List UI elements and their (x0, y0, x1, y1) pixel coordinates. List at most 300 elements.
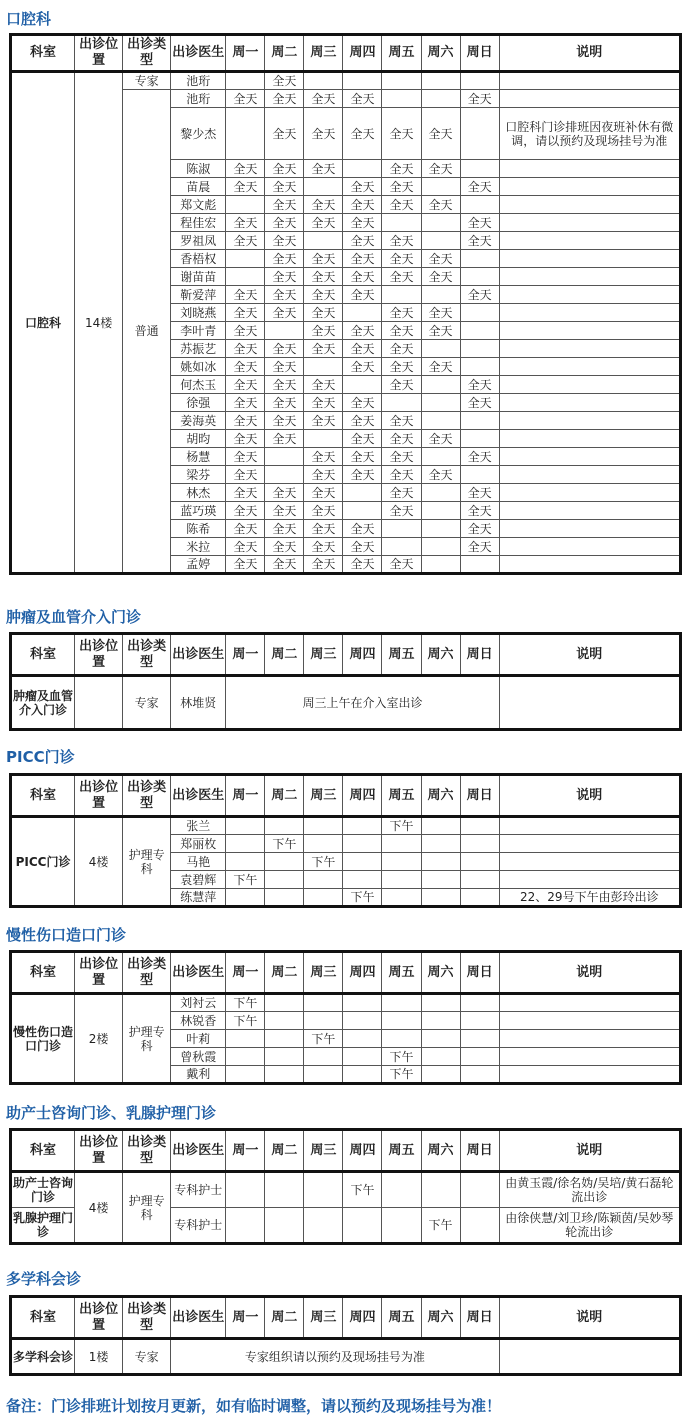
doctor-cell: 陈淑 (171, 160, 226, 178)
schedule-cell (460, 268, 499, 286)
schedule-cell (382, 520, 421, 538)
schedule-cell (460, 1048, 499, 1066)
doctor-cell: 练慧萍 (171, 889, 226, 907)
note-cell (499, 196, 680, 214)
note-cell (499, 466, 680, 484)
column-header: 说明 (499, 775, 680, 817)
schedule-cell: 全天 (226, 556, 265, 574)
schedule-cell: 全天 (226, 214, 265, 232)
note-cell: 由黄玉霞/徐名妫/吴培/黄石磊轮流出诊 (499, 1172, 680, 1208)
schedule-cell (265, 322, 304, 340)
schedule-cell (304, 178, 343, 196)
schedule-cell (460, 250, 499, 268)
schedule-cell: 全天 (265, 556, 304, 574)
schedule-cell: 全天 (343, 250, 382, 268)
dept-cell: 口腔科 (11, 72, 75, 574)
schedule-cell: 全天 (304, 286, 343, 304)
schedule-cell (304, 72, 343, 90)
schedule-cell (226, 1208, 265, 1244)
note-cell (499, 268, 680, 286)
column-header: 周二 (265, 1130, 304, 1172)
column-header: 周四 (343, 952, 382, 994)
schedule-cell: 全天 (382, 322, 421, 340)
doctor-cell: 黎少杰 (171, 108, 226, 160)
section-title-midwife: 助产士咨询门诊、乳腺护理门诊 (6, 1104, 217, 1122)
column-header: 出诊医生 (171, 634, 226, 676)
schedule-cell (304, 817, 343, 835)
column-header: 周二 (265, 1297, 304, 1339)
column-header: 周四 (343, 35, 382, 72)
note-cell (499, 835, 680, 853)
schedule-cell: 全天 (421, 268, 460, 286)
schedule-cell (460, 430, 499, 448)
schedule-cell (226, 853, 265, 871)
schedule-cell (343, 1030, 382, 1048)
note-cell (499, 1012, 680, 1030)
doctor-cell: 何杰玉 (171, 376, 226, 394)
column-header: 科室 (11, 775, 75, 817)
note-cell (499, 72, 680, 90)
schedule-cell: 全天 (460, 90, 499, 108)
schedule-cell (343, 1208, 382, 1244)
schedule-cell (421, 340, 460, 358)
doctor-cell: 苗晨 (171, 178, 226, 196)
schedule-cell (460, 160, 499, 178)
doctor-cell: 罗祖凤 (171, 232, 226, 250)
dept-cell: 慢性伤口造口门诊 (11, 994, 75, 1084)
schedule-cell: 全天 (382, 268, 421, 286)
column-header: 科室 (11, 1297, 75, 1339)
column-header: 周一 (226, 634, 265, 676)
column-header: 科室 (11, 35, 75, 72)
note-cell (499, 358, 680, 376)
note-cell (499, 817, 680, 835)
schedule-cell: 全天 (265, 430, 304, 448)
schedule-cell (265, 1012, 304, 1030)
schedule-cell (421, 394, 460, 412)
schedule-cell: 全天 (382, 430, 421, 448)
schedule-cell: 全天 (382, 196, 421, 214)
schedule-cell: 全天 (343, 196, 382, 214)
doctor-cell: 林堆贤 (171, 676, 226, 730)
doctor-cell: 专科护士 (171, 1172, 226, 1208)
schedule-cell: 全天 (304, 214, 343, 232)
schedule-cell (421, 994, 460, 1012)
column-header: 出诊类型 (123, 634, 171, 676)
column-header: 说明 (499, 35, 680, 72)
note-cell (499, 994, 680, 1012)
column-header: 出诊医生 (171, 775, 226, 817)
schedule-cell (421, 538, 460, 556)
column-header: 出诊位置 (75, 1130, 123, 1172)
note-cell (499, 322, 680, 340)
schedule-cell: 全天 (382, 304, 421, 322)
column-header: 科室 (11, 952, 75, 994)
schedule-cell: 全天 (460, 484, 499, 502)
schedule-cell: 全天 (382, 160, 421, 178)
schedule-cell (421, 889, 460, 907)
schedule-cell (460, 304, 499, 322)
note-cell (499, 1048, 680, 1066)
doctor-cell: 米拉 (171, 538, 226, 556)
column-header: 周日 (460, 1297, 499, 1339)
schedule-cell (304, 1208, 343, 1244)
schedule-cell (304, 871, 343, 889)
schedule-cell (265, 994, 304, 1012)
schedule-cell: 全天 (265, 108, 304, 160)
column-header: 出诊类型 (123, 775, 171, 817)
column-header: 出诊类型 (123, 1297, 171, 1339)
doctor-cell: 马艳 (171, 853, 226, 871)
schedule-cell: 全天 (421, 304, 460, 322)
column-header: 周一 (226, 1297, 265, 1339)
schedule-cell: 下午 (382, 1048, 421, 1066)
column-header: 周三 (304, 1297, 343, 1339)
schedule-cell (460, 889, 499, 907)
section-title-tumor: 肿瘤及血管介入门诊 (6, 608, 142, 626)
schedule-cell: 全天 (421, 160, 460, 178)
schedule-cell (382, 394, 421, 412)
schedule-cell: 全天 (382, 358, 421, 376)
column-header: 周五 (382, 35, 421, 72)
schedule-cell (460, 1208, 499, 1244)
schedule-cell (304, 889, 343, 907)
schedule-cell: 全天 (421, 430, 460, 448)
schedule-cell: 全天 (265, 538, 304, 556)
column-header: 周日 (460, 634, 499, 676)
note-cell (499, 160, 680, 178)
schedule-cell: 全天 (304, 376, 343, 394)
doctor-cell: 池珩 (171, 90, 226, 108)
column-header: 周六 (421, 1297, 460, 1339)
schedule-cell: 下午 (343, 889, 382, 907)
schedule-cell (265, 1208, 304, 1244)
schedule-cell (304, 1048, 343, 1066)
schedule-cell (265, 871, 304, 889)
type-cell: 专家 (123, 1339, 171, 1375)
schedule-cell (343, 1048, 382, 1066)
schedule-cell (421, 817, 460, 835)
location-cell: 1楼 (75, 1339, 123, 1375)
schedule-cell: 全天 (304, 394, 343, 412)
column-header: 周三 (304, 634, 343, 676)
schedule-cell: 全天 (226, 484, 265, 502)
section-title-oral: 口腔科 (6, 10, 52, 28)
schedule-cell (421, 412, 460, 430)
note-cell (499, 556, 680, 574)
dept-cell: PICC门诊 (11, 817, 75, 907)
schedule-cell: 全天 (304, 484, 343, 502)
schedule-cell: 全天 (265, 232, 304, 250)
doctor-cell: 杨慧 (171, 448, 226, 466)
doctor-cell: 刘晓燕 (171, 304, 226, 322)
column-header: 周四 (343, 634, 382, 676)
schedule-cell: 全天 (460, 232, 499, 250)
note-cell (499, 178, 680, 196)
schedule-cell: 全天 (304, 108, 343, 160)
schedule-cell (460, 196, 499, 214)
schedule-cell (343, 72, 382, 90)
note-cell (499, 90, 680, 108)
column-header: 出诊医生 (171, 1130, 226, 1172)
schedule-cell (343, 502, 382, 520)
doctor-cell: 张兰 (171, 817, 226, 835)
schedule-cell (226, 1172, 265, 1208)
column-header: 周二 (265, 952, 304, 994)
schedule-cell: 全天 (226, 502, 265, 520)
dept-cell: 多学科会诊 (11, 1339, 75, 1375)
schedule-cell (265, 889, 304, 907)
schedule-cell (382, 1030, 421, 1048)
schedule-cell: 全天 (226, 538, 265, 556)
wound-schedule-table (9, 950, 682, 1085)
schedule-cell (226, 1066, 265, 1084)
schedule-cell: 全天 (343, 538, 382, 556)
schedule-cell: 全天 (343, 466, 382, 484)
column-header: 周日 (460, 35, 499, 72)
schedule-cell (226, 889, 265, 907)
schedule-cell: 全天 (421, 466, 460, 484)
schedule-cell (304, 1012, 343, 1030)
schedule-cell (460, 1066, 499, 1084)
table-row (11, 817, 681, 835)
schedule-cell (460, 358, 499, 376)
doctor-cell: 谢苗苗 (171, 268, 226, 286)
note-cell (499, 853, 680, 871)
schedule-cell: 全天 (226, 448, 265, 466)
schedule-cell (265, 1172, 304, 1208)
multi-schedule-table (9, 1295, 682, 1376)
column-header: 周六 (421, 952, 460, 994)
schedule-cell: 全天 (460, 178, 499, 196)
note-cell (499, 448, 680, 466)
column-header: 周六 (421, 35, 460, 72)
schedule-cell: 全天 (343, 340, 382, 358)
note-cell (499, 1339, 680, 1375)
schedule-cell: 全天 (382, 376, 421, 394)
note-cell (499, 340, 680, 358)
doctor-cell: 李叶青 (171, 322, 226, 340)
schedule-note-cell: 专家组织请以预约及现场挂号为准 (171, 1339, 499, 1375)
schedule-cell: 全天 (343, 412, 382, 430)
note-cell (499, 676, 680, 730)
column-header: 周五 (382, 1130, 421, 1172)
schedule-cell (382, 90, 421, 108)
doctor-cell: 林杰 (171, 484, 226, 502)
schedule-cell (304, 994, 343, 1012)
column-header: 周二 (265, 634, 304, 676)
midwife-schedule-table (9, 1128, 682, 1245)
schedule-cell: 全天 (421, 358, 460, 376)
schedule-cell: 全天 (343, 178, 382, 196)
schedule-cell: 全天 (460, 502, 499, 520)
column-header: 周四 (343, 1130, 382, 1172)
schedule-cell (382, 871, 421, 889)
schedule-cell (421, 484, 460, 502)
doctor-cell: 徐强 (171, 394, 226, 412)
type-cell: 专家 (123, 676, 171, 730)
schedule-cell: 全天 (265, 484, 304, 502)
note-cell (499, 286, 680, 304)
doctor-cell: 郑文彪 (171, 196, 226, 214)
schedule-cell: 全天 (382, 340, 421, 358)
schedule-cell: 全天 (421, 196, 460, 214)
column-header: 周一 (226, 775, 265, 817)
schedule-cell: 全天 (304, 322, 343, 340)
column-header: 出诊位置 (75, 634, 123, 676)
schedule-cell (226, 72, 265, 90)
schedule-cell (382, 1172, 421, 1208)
schedule-cell: 全天 (343, 232, 382, 250)
schedule-cell: 全天 (343, 214, 382, 232)
schedule-cell: 下午 (382, 1066, 421, 1084)
schedule-cell (226, 268, 265, 286)
schedule-cell: 全天 (343, 394, 382, 412)
column-header: 说明 (499, 952, 680, 994)
table-row (11, 72, 681, 90)
schedule-cell (343, 484, 382, 502)
schedule-cell (226, 817, 265, 835)
schedule-cell (226, 1030, 265, 1048)
note-cell (499, 502, 680, 520)
column-header: 出诊位置 (75, 35, 123, 72)
schedule-cell: 全天 (265, 286, 304, 304)
doctor-cell: 林锐香 (171, 1012, 226, 1030)
doctor-cell: 戴利 (171, 1066, 226, 1084)
doctor-cell: 蓝巧瑛 (171, 502, 226, 520)
schedule-cell: 全天 (304, 196, 343, 214)
column-header: 周五 (382, 952, 421, 994)
schedule-cell: 全天 (265, 502, 304, 520)
column-header: 出诊医生 (171, 35, 226, 72)
note-cell (499, 214, 680, 232)
table-row (11, 994, 681, 1012)
schedule-cell: 全天 (460, 538, 499, 556)
table-row (11, 1339, 681, 1375)
column-header: 周六 (421, 775, 460, 817)
schedule-cell: 下午 (226, 871, 265, 889)
schedule-cell (382, 835, 421, 853)
section-title-wound: 慢性伤口造口门诊 (6, 926, 127, 944)
schedule-cell: 全天 (460, 520, 499, 538)
schedule-cell (421, 178, 460, 196)
doctor-cell: 苏振艺 (171, 340, 226, 358)
schedule-cell (265, 1030, 304, 1048)
dept-cell: 肿瘤及血管介入门诊 (11, 676, 75, 730)
location-cell: 14楼 (75, 72, 123, 574)
schedule-cell: 全天 (343, 268, 382, 286)
doctor-cell: 程佳宏 (171, 214, 226, 232)
column-header: 科室 (11, 1130, 75, 1172)
schedule-cell (460, 835, 499, 853)
schedule-cell (304, 1172, 343, 1208)
schedule-cell (343, 1012, 382, 1030)
schedule-cell (460, 853, 499, 871)
schedule-cell (226, 196, 265, 214)
schedule-cell: 全天 (226, 160, 265, 178)
schedule-cell: 全天 (343, 430, 382, 448)
column-header: 科室 (11, 634, 75, 676)
schedule-cell (304, 358, 343, 376)
type-cell: 专家 (123, 72, 171, 90)
location-cell: 4楼 (75, 817, 123, 907)
doctor-cell: 香梧权 (171, 250, 226, 268)
note-cell: 由徐侠慧/刘卫珍/陈颖茵/吴妙琴轮流出诊 (499, 1208, 680, 1244)
schedule-cell: 全天 (382, 232, 421, 250)
schedule-cell: 全天 (304, 340, 343, 358)
schedule-cell: 全天 (226, 376, 265, 394)
schedule-cell (343, 835, 382, 853)
schedule-cell: 全天 (460, 214, 499, 232)
note-cell (499, 250, 680, 268)
doctor-cell: 孟婷 (171, 556, 226, 574)
schedule-note-cell: 周三上午在介入室出诊 (226, 676, 499, 730)
schedule-cell: 全天 (304, 502, 343, 520)
schedule-cell: 全天 (304, 466, 343, 484)
column-header: 出诊类型 (123, 35, 171, 72)
header-row (11, 35, 681, 72)
schedule-cell (382, 286, 421, 304)
schedule-cell (226, 250, 265, 268)
schedule-cell: 全天 (304, 412, 343, 430)
schedule-cell (421, 286, 460, 304)
column-header: 周三 (304, 775, 343, 817)
schedule-cell: 全天 (421, 108, 460, 160)
schedule-cell: 下午 (265, 835, 304, 853)
dept-cell: 乳腺护理门诊 (11, 1208, 75, 1244)
schedule-cell (421, 871, 460, 889)
note-cell (499, 1066, 680, 1084)
schedule-cell: 全天 (304, 250, 343, 268)
schedule-cell: 全天 (265, 72, 304, 90)
column-header: 周四 (343, 1297, 382, 1339)
schedule-cell (421, 448, 460, 466)
column-header: 出诊位置 (75, 775, 123, 817)
doctor-cell: 刘衬云 (171, 994, 226, 1012)
schedule-cell: 下午 (304, 853, 343, 871)
schedule-cell: 全天 (382, 412, 421, 430)
schedule-cell: 全天 (226, 466, 265, 484)
schedule-cell (343, 1066, 382, 1084)
header-row (11, 952, 681, 994)
column-header: 说明 (499, 634, 680, 676)
doctor-cell: 池珩 (171, 72, 226, 90)
schedule-cell (460, 1172, 499, 1208)
schedule-cell (421, 1066, 460, 1084)
schedule-cell (421, 232, 460, 250)
column-header: 出诊类型 (123, 1130, 171, 1172)
doctor-cell: 胡昀 (171, 430, 226, 448)
schedule-cell: 全天 (265, 304, 304, 322)
column-header: 说明 (499, 1130, 680, 1172)
schedule-cell (421, 214, 460, 232)
schedule-cell (382, 1012, 421, 1030)
schedule-cell: 全天 (265, 394, 304, 412)
schedule-cell: 全天 (382, 484, 421, 502)
schedule-cell: 全天 (460, 286, 499, 304)
schedule-cell (382, 853, 421, 871)
schedule-cell (265, 466, 304, 484)
schedule-cell: 全天 (343, 286, 382, 304)
doctor-cell: 专科护士 (171, 1208, 226, 1244)
schedule-cell (226, 108, 265, 160)
note-cell (499, 871, 680, 889)
schedule-cell: 全天 (343, 108, 382, 160)
schedule-cell (421, 835, 460, 853)
note-cell: 口腔科门诊排班因夜班补休有微调，请以预约及现场挂号为准 (499, 108, 680, 160)
schedule-cell (343, 376, 382, 394)
schedule-cell (421, 1012, 460, 1030)
